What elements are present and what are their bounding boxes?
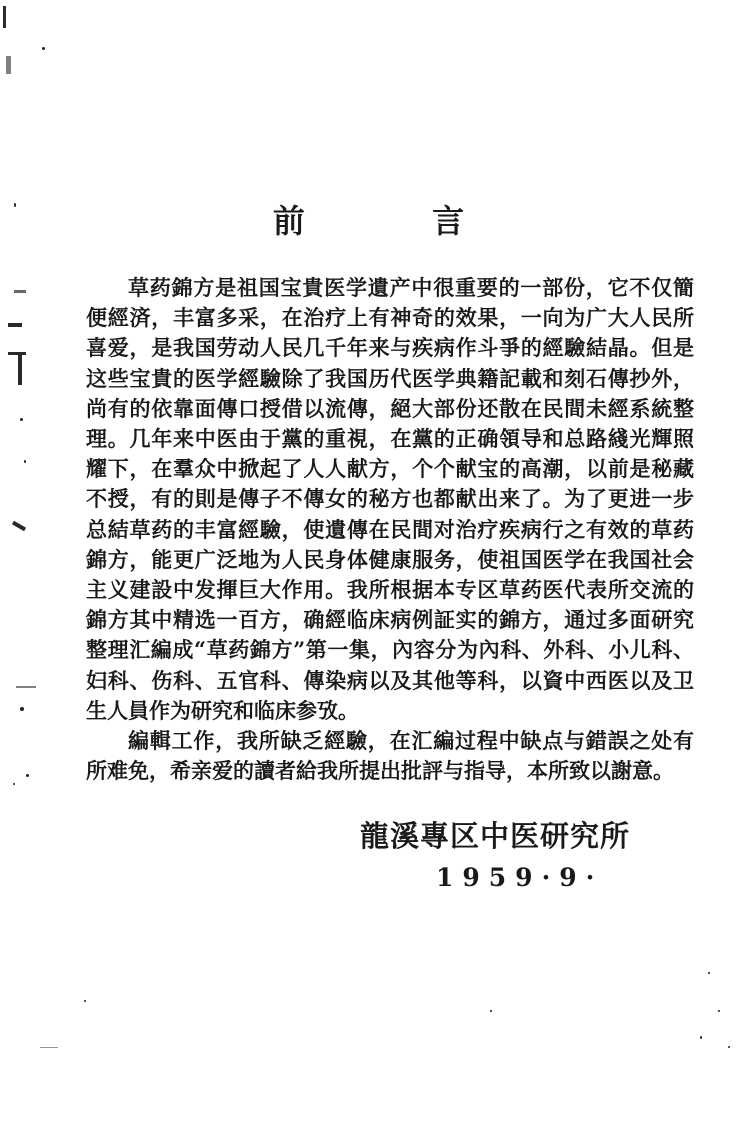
publication-date: 1959·9· (436, 863, 604, 892)
scan-mark (8, 352, 26, 355)
scan-mark (12, 521, 26, 531)
page-title: 前 言 (272, 202, 523, 240)
scan-speck (84, 1000, 86, 1002)
scan-mark (16, 686, 36, 688)
scan-speck (490, 1010, 492, 1012)
scan-mark (6, 56, 11, 74)
scan-mark (40, 1047, 58, 1048)
scan-speck (24, 460, 26, 463)
scan-speck (13, 783, 15, 785)
scan-speck (14, 203, 16, 207)
scan-mark (8, 323, 22, 327)
scan-mark (3, 6, 6, 28)
scan-speck (728, 1046, 730, 1048)
preface-body (86, 273, 694, 786)
scan-speck (700, 1036, 702, 1039)
scan-mark (18, 355, 22, 385)
scan-speck (708, 972, 710, 974)
scan-speck (718, 1010, 720, 1012)
institution-signature: 龍溪專区中医研究所 (360, 819, 631, 853)
scan-speck (26, 774, 29, 777)
paragraph-closing: 編輯工作，我所缺乏經驗，在汇編过程中缺点与錯誤之处有所难免，希亲爱的讀者給我所提出批評与指导，本所致以謝意。 (86, 728, 694, 784)
scan-speck (42, 47, 45, 50)
paragraph-main: 草药錦方是祖国宝貴医学遺产中很重要的一部份，它不仅簡便經済，丰富多采，在治疗上有神奇的效果，一向为广大人民所喜爱，是我国劳动人民几千年来与疾病作斗爭的經驗結晶。但是这些宝貴的医学經驗除了我国历代医学典籍記載和刻石傳抄外，尚有的依靠面傳口授借以流傳，絕大部份还散在民間未經系統整理。几年来中医由于黨的重視，在黨的正确領导和总路綫光輝照耀下，在羣众中掀起了人人献方，个个献宝的高潮，以前是秘藏不授，有的則是傳子不傳女的秘方也都献出来了。为了更进一步总結草药的丰富經驗，使遺傳在民間对治疗疾病行之有效的草药錦方，能更广泛地为人民身体健康服务，使祖国医学在我国社会主义建設中发揮巨大作用。我所根据本专区草药医代表所交流的錦方其中精选一百方，确經临床病例証实的錦方，通过多面研究整理汇編成“草药錦方”第一集，內容分为內科、外科、小儿科、妇科、伤科、五官科、傳染病以及其他等科，以資中西医以及卫生人員作为研究和临床参攷。 (86, 275, 694, 723)
scan-mark (14, 290, 26, 293)
scan-speck (20, 418, 23, 421)
scan-speck (20, 707, 24, 711)
